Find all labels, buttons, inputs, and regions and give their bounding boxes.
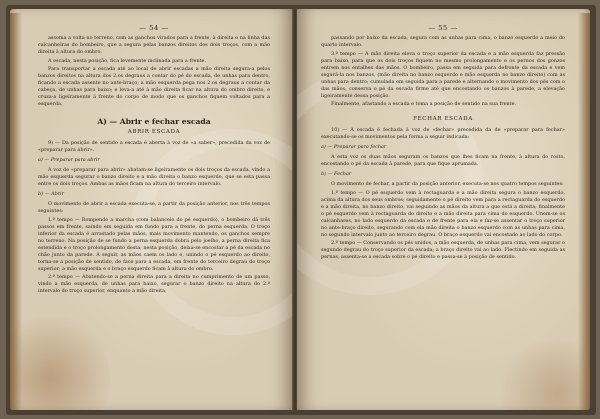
paragraph: passando por baixo da escada, segura com as unhas para cima, o banzo esquerdo a meio do quarto intervalo. — [321, 35, 565, 48]
paragraph: Finalmente, afastando a escada e toma a posição de sentido na sua frente. — [331, 101, 517, 107]
paragraph: assoma a volta no terreno, com as ganchos virados para a frente, à direita e na linha das calcanheiras do bombeiro, que a segura pelas banzos direitos dos dois troços, com a mão direita à altura do ombro. — [38, 35, 270, 55]
page-number: — 54 — — [139, 24, 169, 32]
right-page-content — [321, 25, 565, 263]
left-page — [10, 9, 293, 410]
subheading: a) — Preparar para abrir — [38, 157, 100, 163]
subsection-title: ABRIR ESCADA — [127, 129, 181, 135]
paragraph: À voz de «preparar para abrir» abatam-se ligeiramente os dois troços da escada, vindo a mão esquerda segurar o banzo direito e a mão direita o banzo esquerdo, que se esta passa entre os dois troços. Ambas as mãos ficam na altura do terceiro intervalo. — [38, 167, 270, 187]
subheading: b) — Abrir — [38, 191, 64, 197]
subsection-title: FECHAR ESCADA — [413, 116, 473, 122]
paragraph: 2.º tempo — Abatendo-se a perna direita para a direita no cumprimento de um passo, vindo a mão esquerda, de unhas para baixo, segurar o banzo direito na altura do 2.º intervalo do troço superior, enquanto a mão direita, — [38, 274, 270, 294]
right-page — [297, 9, 590, 410]
paragraph: Para transportar a escada até ao local de abrir escadas a mão direita segura-a pelos banzos direitos na altura dos 2.os degraus a contar do pé do escada, de unhas para dentro, ficando a escada assente no ante-braço; a mão esquerda pega nos 2.os degraus a contar da cabeça, de unhas para baixo; e leva-a até à mão direita ficar na altura do ombro direito, e cruza-a ligeiramente à frente do corpo de modo que os ganchos fiquem voltados para a esquerda. — [38, 66, 270, 107]
page-number: — 55 — — [428, 24, 458, 32]
water-stain — [10, 309, 110, 410]
subheading: b) — Fechar — [321, 171, 352, 177]
paragraph: A esta voz os duas mãos seguram os banzos que lhes ficam na frente, à altura do rosto, encostando o pé da escada à parede, para que fique aprumada. — [321, 154, 565, 167]
paragraph: A escada, nesta posição, fica levemente inclinada para a frente. — [48, 57, 207, 64]
paragraph: 10) — A escada é fechada à voz de «fechar» precedida da de «preparar para fechar» executando-se os movimentos pela forma a seguir indicada: — [321, 127, 565, 140]
paragraph: 9) — Da posição de sentido a escada é aberta à voz de «a saber», precedida da voz de «preparar para abrir». — [38, 140, 270, 153]
book-spread — [6, 5, 596, 415]
paragraph: 3.º tempo — A mão direita eleva o troço superior da escada e a mão esquerda faz pressão para baixo, para que os dois troços fiquem no mesmo prolongamento e os pernos dos gonzos entrem nos entalhes das mãos. O bombeiro, passa em seguida para defronte da escada e vem segurá-la nos banzos, (mão direita no banzo esquerdo e mão esquerda no banzo direito) com as unhas para dentro; cumulada em seguida para a parede e alternando o movimento dos pés com o das mãos, conserva o pé da escada firme até que encostando os banzos à parede, a elevação ligeiramente dessa posição. — [321, 50, 565, 99]
subheading: a) — Preparar para fechar — [321, 144, 387, 150]
paragraph: O movimento de abrir a escada executa-se, a partir da posição anterior, nos três tempos seguintes: — [38, 201, 270, 214]
paragraph: 1.º tempo — O pé esquerdo vem à rectaguarda e a mão direita segura o banzo esquerdo, acima da altura dos seus ombros; seguidamente o pé direito vem para a rectaguarda do esquerdo e a mão direita, no banzo direito, vai seguindo as mãos da altura a que está a direita; finalmente o pé esquerdo vem à rectaguarda do direito e a mão direita para cima do esquerdo. Unem-se os calcanhares, no lado esquerdo da escada e de frente para ela e faz-se assentar o troço superior no ante-braço direito, segurando com ela mão direita o banzo esquerdo com as unhas para cima, no segundo intervalo junto ao terceiro degrau. O braço esquerdo vai encostado ao lado do corpo. — [321, 189, 565, 238]
paragraph: 1.º tempo — Rompendo a marcha (com balanceio do pé esquerdo), o bombeiro dá três passos em frente, saindo em seguida em fundo para a frente, do perna esquerda. O troço inferior da escada é arrastado pelas mãos, mais movimento mantendo, os ganchos sempre no terreno. Na posição de se fundo a perna esquerda dobra pelo joelho, a perna direita fica estendida e o troço prolongamento desta; nesta posição, deixa-se encostar a pé da escada no chão junto da parede. A seguir, as mãos caem os lado e, unindo o pé esquerdo ao direito, torna-se a posição de sentido, de face para a escada, em frente do terceiro degrau do troço superior; a mão esquerda e o braço esquerdo ficam à altura do ombro. — [38, 216, 270, 272]
paragraph: 2.º tempo — Conservando os pés unidos, a mão esquerda, de unhas para cima, vem segurar o segundo degrau do troço superior da escada; a braço direito vai ao lado. Flectindo em seguida as pernas, assenta-se a escada sobre o pé direito e passa-se à posição de sentido. — [321, 240, 565, 260]
paragraph: O movimento de fechar, a partir da posição anterior, executa-se nos quatro tempos seguintes: — [331, 181, 564, 187]
section-title: A) — Abrir e fechar escada — [97, 117, 211, 126]
left-page-content — [38, 25, 270, 297]
page-edge-stain — [10, 13, 22, 410]
water-stain — [497, 339, 590, 410]
page-edge-stain — [578, 13, 590, 410]
